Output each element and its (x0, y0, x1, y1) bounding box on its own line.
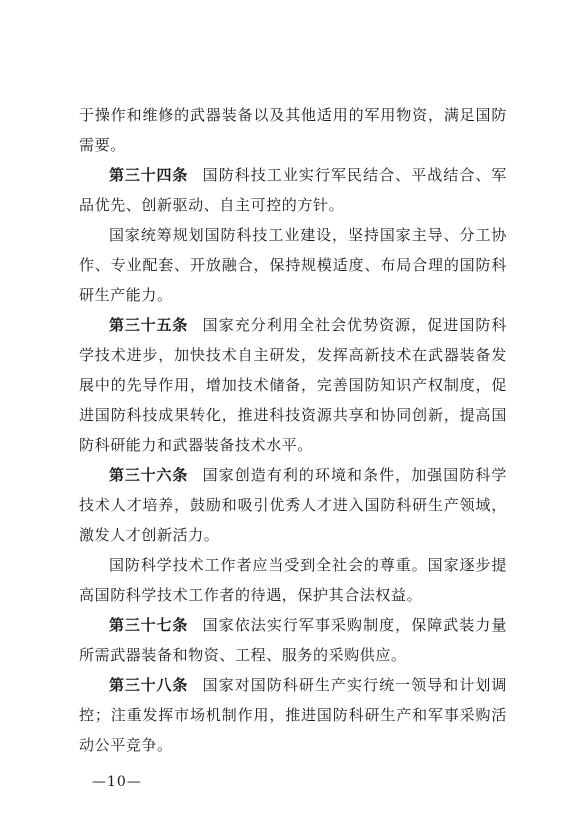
article-36-paragraph (79, 460, 507, 550)
article-34-paragraph-2 (79, 220, 507, 310)
article-number: 第三十五条 (109, 316, 189, 334)
article-38-paragraph (79, 670, 507, 760)
article-number: 第三十八条 (109, 676, 189, 694)
article-37-paragraph (79, 610, 507, 670)
article-35-paragraph (79, 310, 507, 460)
paragraph-text: 国防科学技术工作者应当受到全社会的尊重。国家逐步提高国防科学技术工作者的待遇，保护其合法权益。 (79, 556, 507, 604)
article-number: 第三十四条 (109, 166, 189, 184)
paragraph-text: 国家对国防科研生产实行统一领导和计划调控；注重发挥市场机制作用，推进国防科研生产和军事采购活动公平竞争。 (79, 676, 507, 754)
paragraph-text: 国家统筹规划国防科技工业建设，坚持国家主导、分工协作、专业配套、开放融合，保持规模适度、布局合理的国防科研生产能力。 (79, 226, 507, 304)
article-number: 第三十六条 (109, 466, 189, 484)
paragraph-text: 国家创造有利的环境和条件，加强国防科学技术人才培养，鼓励和吸引优秀人才进入国防科研生产领域，激发人才创新活力。 (79, 466, 507, 544)
paragraph-text: 国家充分利用全社会优势资源，促进国防科学技术进步，加快技术自主研发，发挥高新技术在武器装备发展中的先导作用，增加技术储备，完善国防知识产权制度，促进国防科技成果转化，推进科技资源共享和协同创新，提高国防科研能力和武器装备技术水平。 (79, 316, 507, 454)
article-number: 第三十七条 (109, 616, 189, 634)
document-body (79, 100, 507, 760)
paragraph-text: 于操作和维修的武器装备以及其他适用的军用物资，满足国防需要。 (79, 106, 507, 154)
page-number: —10— (92, 774, 142, 790)
article-36-paragraph-2 (79, 550, 507, 610)
paragraph-text: 国家依法实行军事采购制度，保障武装力量所需武器装备和物资、工程、服务的采购供应。 (79, 616, 507, 664)
paragraph-text: 国防科技工业实行军民结合、平战结合、军品优先、创新驱动、自主可控的方针。 (79, 166, 507, 214)
article-34-paragraph (79, 160, 507, 220)
paragraph-continuation (79, 100, 507, 160)
